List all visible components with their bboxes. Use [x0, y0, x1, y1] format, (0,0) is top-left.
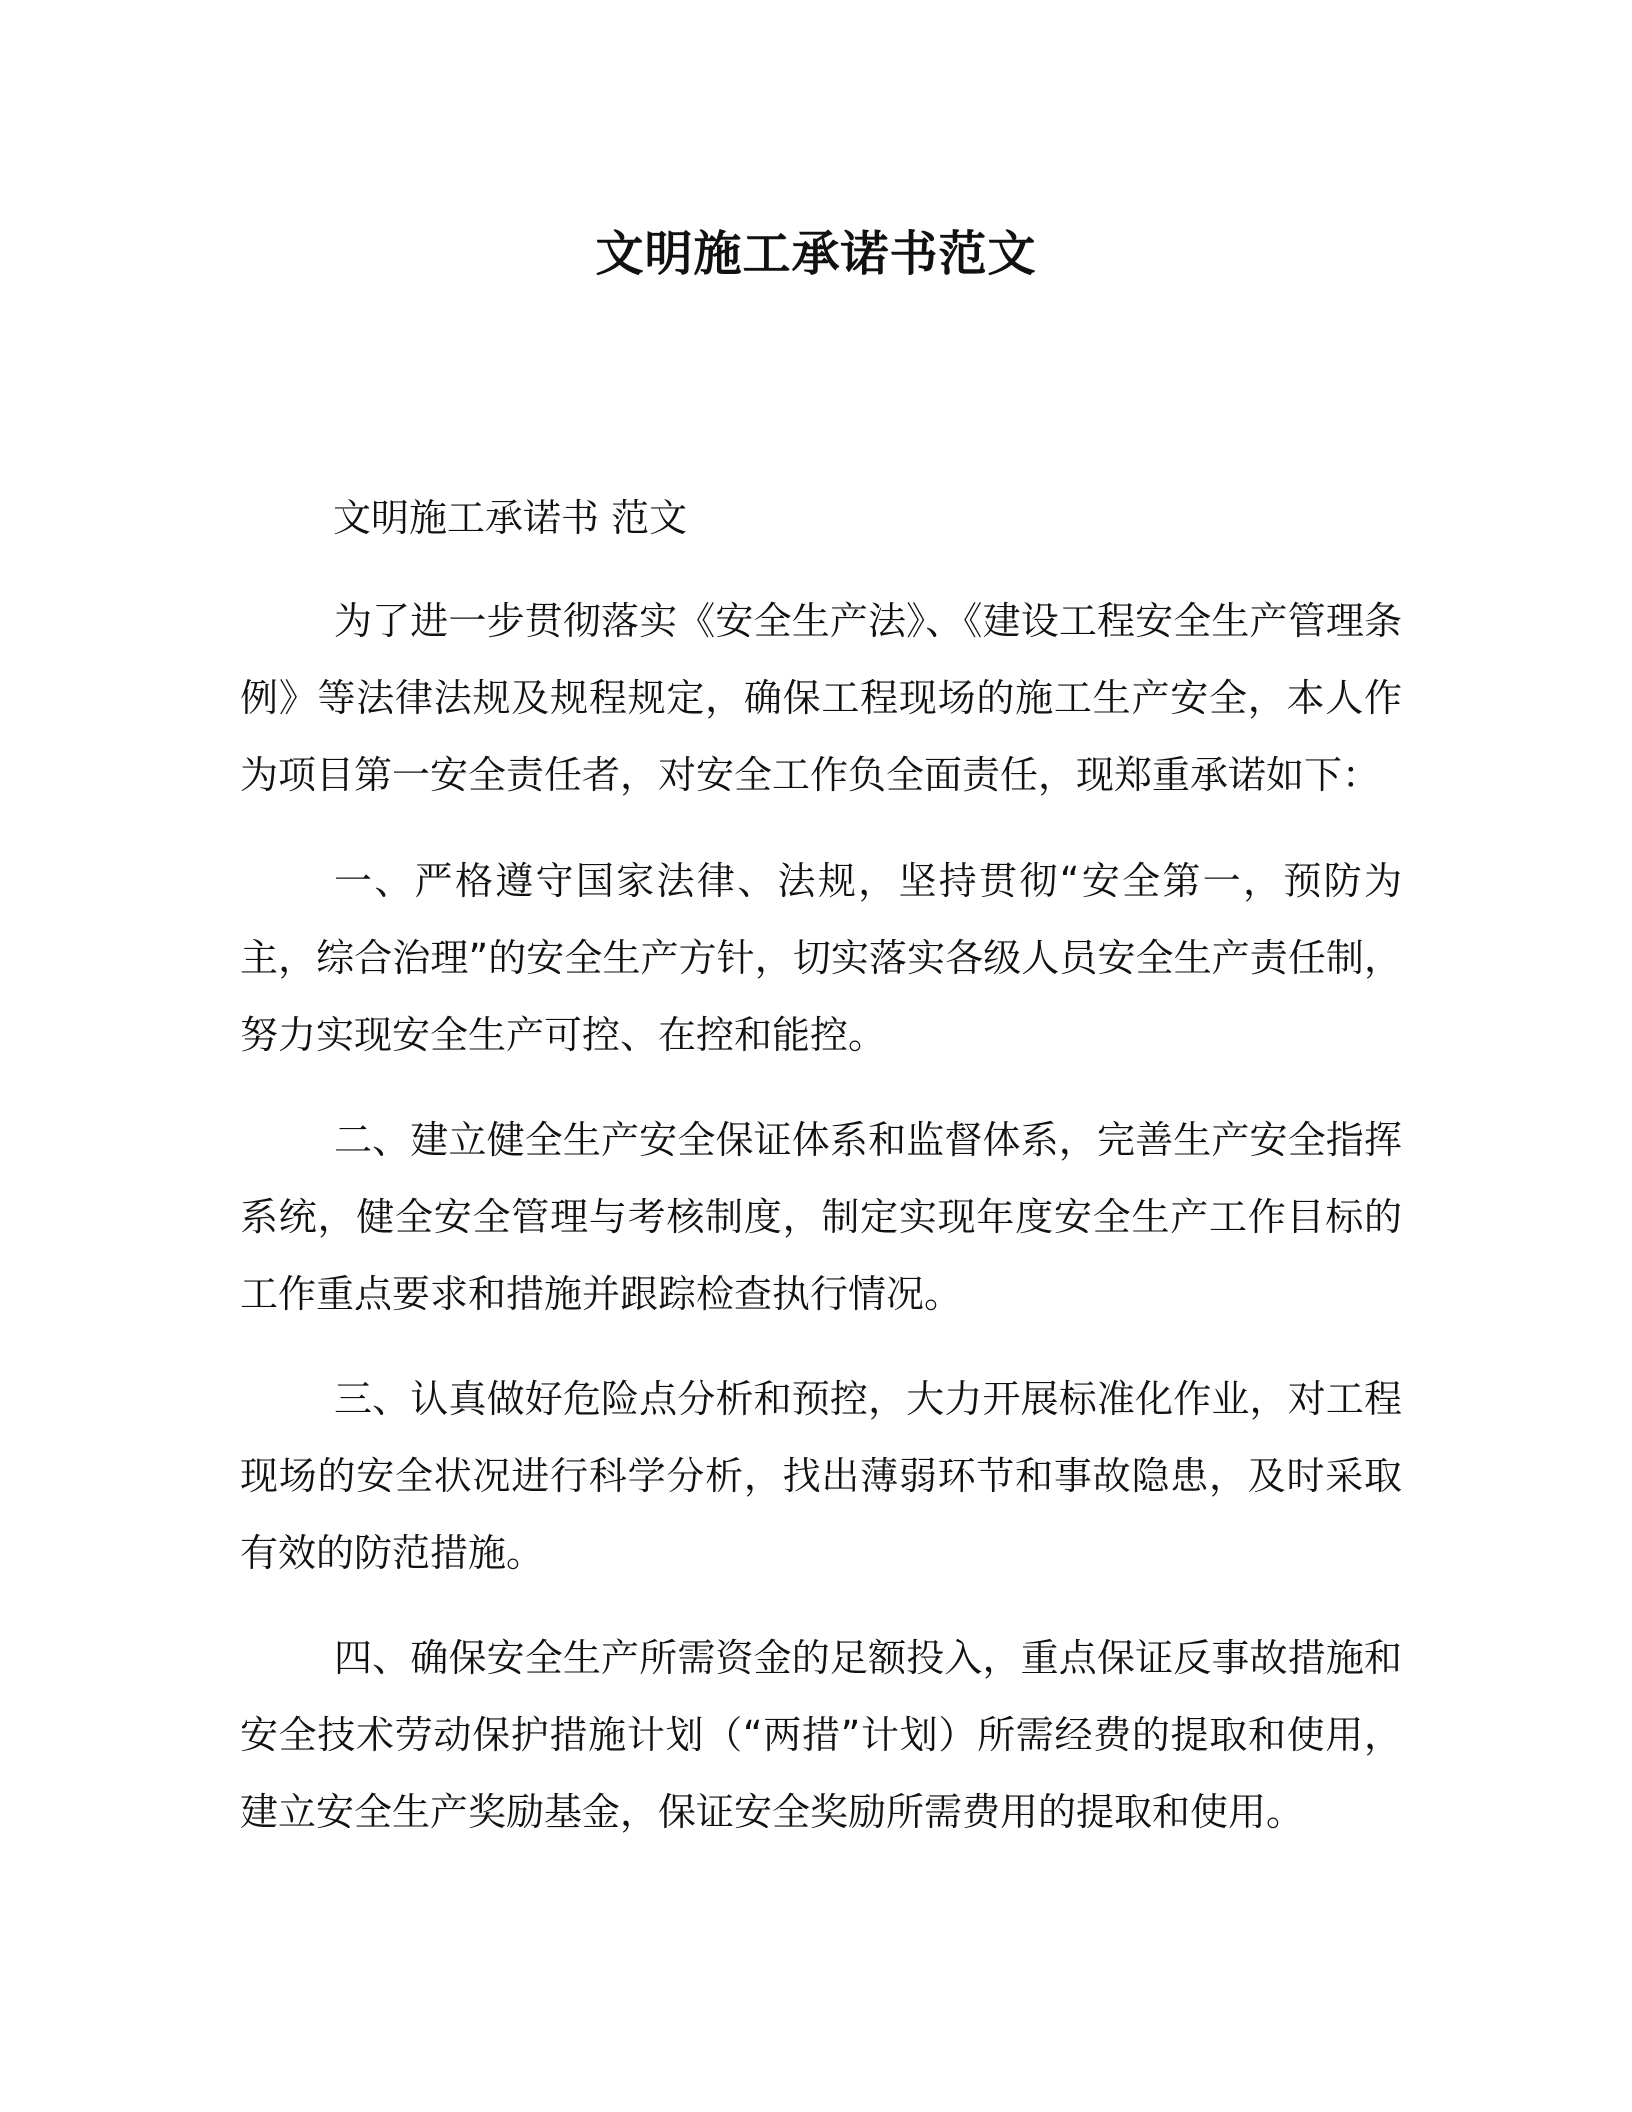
paragraph-commitment-3: 三、认真做好危险点分析和预控，大力开展标准化作业，对工程现场的安全状况进行科学分析，找出薄弱环节和事故隐患，及时采取有效的防范措施。 — [240, 1377, 1402, 1575]
paragraph-commitment-2: 二、建立健全生产安全保证体系和监督体系，完善生产安全指挥系统，健全安全管理与考核制度，制定实现年度安全生产工作目标的工作重点要求和措施并跟踪检查执行情况。 — [240, 1118, 1402, 1316]
paragraph-intro: 为了进一步贯彻落实《安全生产法》、《建设工程安全生产管理条例》等法律法规及规程规定，确保工程现场的施工生产安全，本人作为项目第一安全责任者，对安全工作负全面责任，现郑重承诺如下： — [240, 599, 1402, 797]
document-title: 文明施工承诺书范文 — [595, 226, 1037, 282]
paragraph-commitment-1: 一、严格遵守国家法律、法规，坚持贯彻“安全第一，预防为主，综合治理”的安全生产方针，切实落实各级人员安全生产责任制，努力实现安全生产可控、在控和能控。 — [240, 859, 1402, 1057]
paragraph-commitment-4: 四、确保安全生产所需资金的足额投入，重点保证反事故措施和安全技术劳动保护措施计划（“两措”计划）所需经费的提取和使用，建立安全生产奖励基金，保证安全奖励所需费用的提取和使用。 — [240, 1636, 1402, 1834]
document-subheading: 文明施工承诺书 范文 — [333, 496, 688, 540]
